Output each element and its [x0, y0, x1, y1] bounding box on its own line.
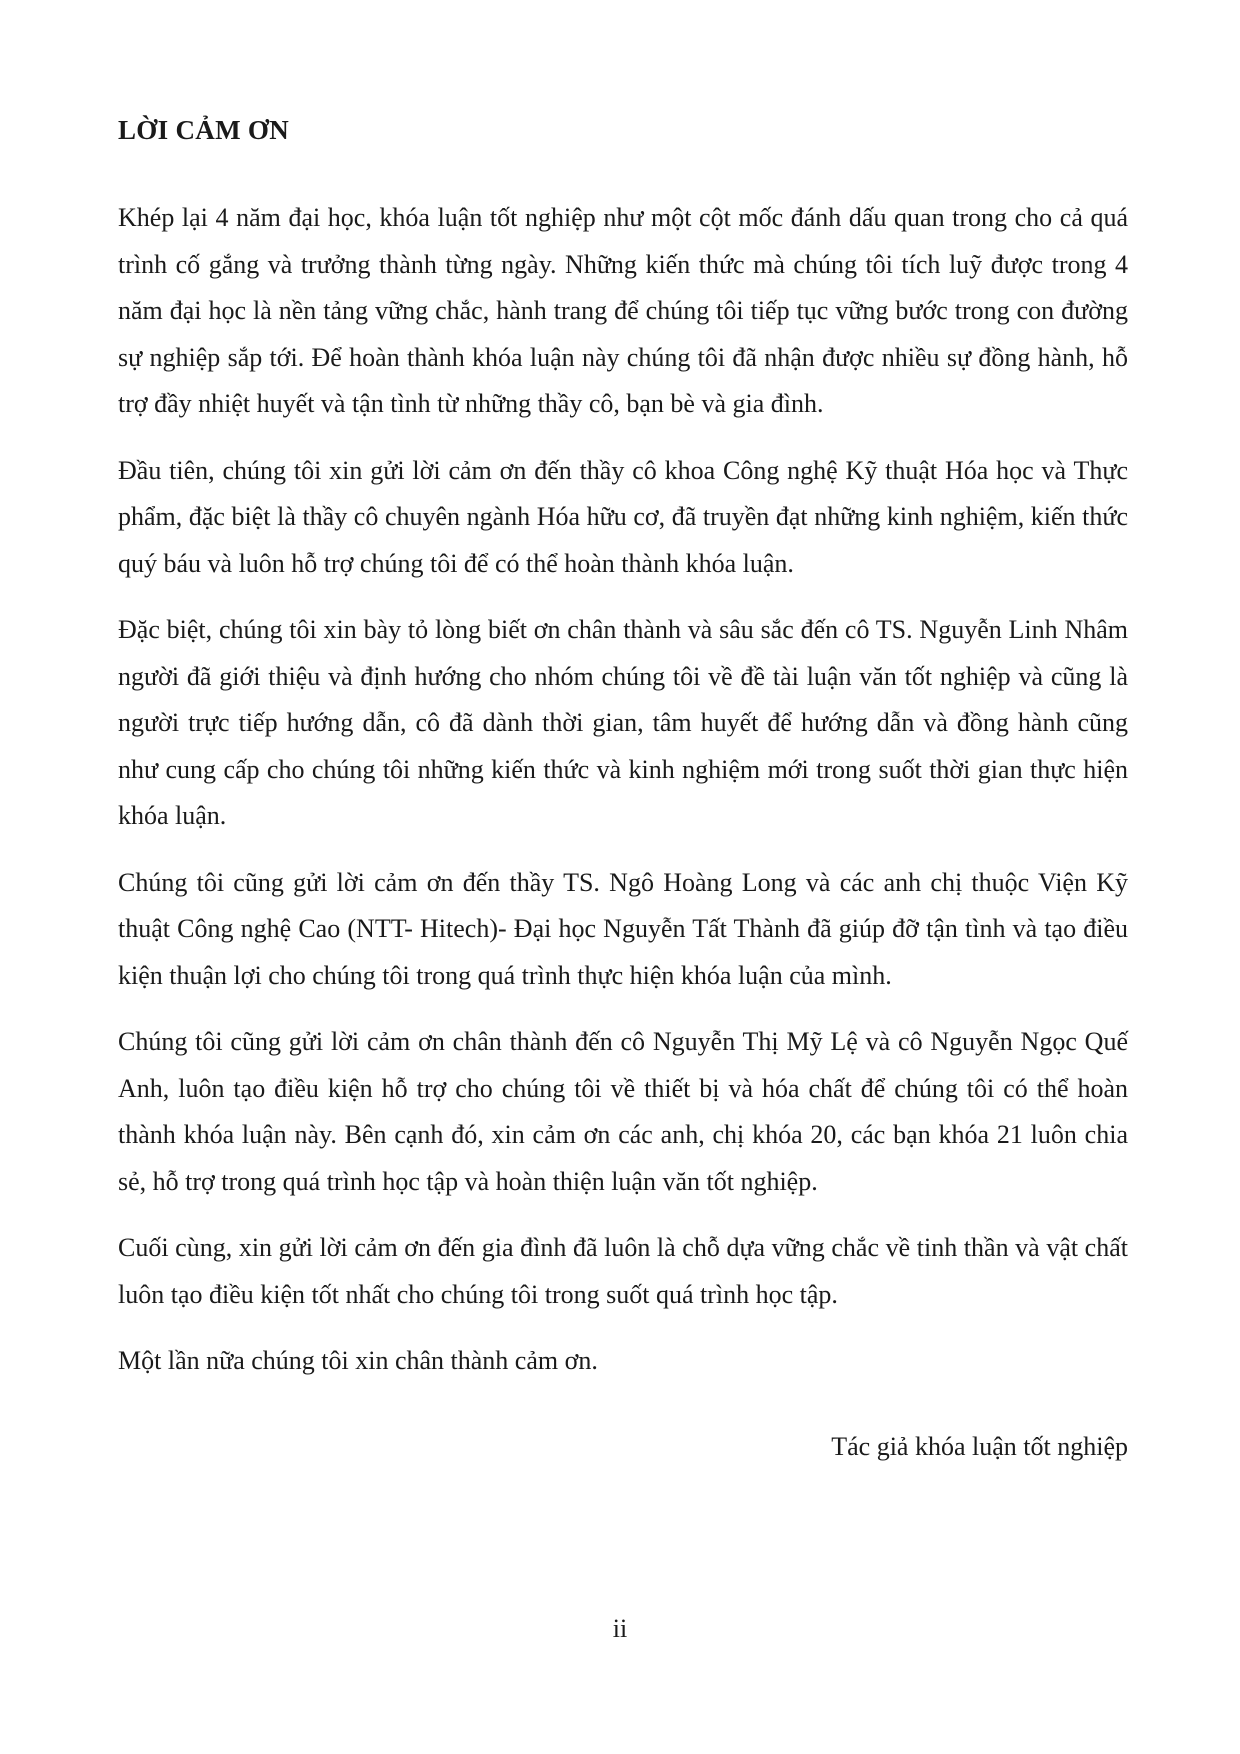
paragraph-3: Đặc biệt, chúng tôi xin bày tỏ lòng biết ơn chân thành và sâu sắc đến cô TS. Nguyễn Linh Nhâm người đã giới thiệu và định hướng cho nhóm chúng tôi về đề tài luận văn tốt nghiệp và cũng là người trực tiếp hướng dẫn, cô đã dành thời gian, tâm huyết để hướng dẫn và đồng hành cũng như cung cấp cho chúng tôi những kiến thức và kinh nghiệm mới trong suốt thời gian thực hiện khóa luận.	[118, 615, 1128, 830]
paragraph-6: Cuối cùng, xin gửi lời cảm ơn đến gia đình đã luôn là chỗ dựa vững chắc về tinh thần và vật chất luôn tạo điều kiện tốt nhất cho chúng tôi trong suốt quá trình học tập.	[118, 1233, 1128, 1309]
paragraph-2: Đầu tiên, chúng tôi xin gửi lời cảm ơn đến thầy cô khoa Công nghệ Kỹ thuật Hóa học và Thực phẩm, đặc biệt là thầy cô chuyên ngành Hóa hữu cơ, đã truyền đạt những kinh nghiệm, kiến thức quý báu và luôn hỗ trợ chúng tôi để có thể hoàn thành khóa luận.	[118, 455, 1128, 578]
page-number: ii	[612, 1614, 628, 1643]
paragraph-1: Khép lại 4 năm đại học, khóa luận tốt nghiệp như một cột mốc đánh dấu quan trong cho cả quá trình cố gắng và trưởng thành từng ngày. Những kiến thức mà chúng tôi tích luỹ được trong 4 năm đại học là nền tảng vững chắc, hành trang để chúng tôi tiếp tục vững bước trong con đường sự nghiệp sắp tới. Để hoàn thành khóa luận này chúng tôi đã nhận được nhiều sự đồng hành, hỗ trợ đầy nhiệt huyết và tận tình từ những thầy cô, bạn bè và gia đình.	[118, 203, 1128, 418]
author-signature: Tác giả khóa luận tốt nghiệp	[831, 1432, 1128, 1461]
paragraph-7: Một lần nữa chúng tôi xin chân thành cảm ơn.	[118, 1346, 598, 1375]
acknowledgement-body	[118, 195, 1128, 1405]
paragraph-5: Chúng tôi cũng gửi lời cảm ơn chân thành đến cô Nguyễn Thị Mỹ Lệ và cô Nguyễn Ngọc Quế Anh, luôn tạo điều kiện hỗ trợ cho chúng tôi về thiết bị và hóa chất để chúng tôi có thể hoàn thành khóa luận này. Bên cạnh đó, xin cảm ơn các anh, chị khóa 20, các bạn khóa 21 luôn chia sẻ, hỗ trợ trong quá trình học tập và hoàn thiện luận văn tốt nghiệp.	[118, 1027, 1128, 1196]
paragraph-4: Chúng tôi cũng gửi lời cảm ơn đến thầy TS. Ngô Hoàng Long và các anh chị thuộc Viện Kỹ thuật Công nghệ Cao (NTT- Hitech)- Đại học Nguyễn Tất Thành đã giúp đỡ tận tình và tạo điều kiện thuận lợi cho chúng tôi trong quá trình thực hiện khóa luận của mình.	[118, 867, 1128, 990]
page-title: LỜI CẢM ƠN	[118, 115, 289, 145]
